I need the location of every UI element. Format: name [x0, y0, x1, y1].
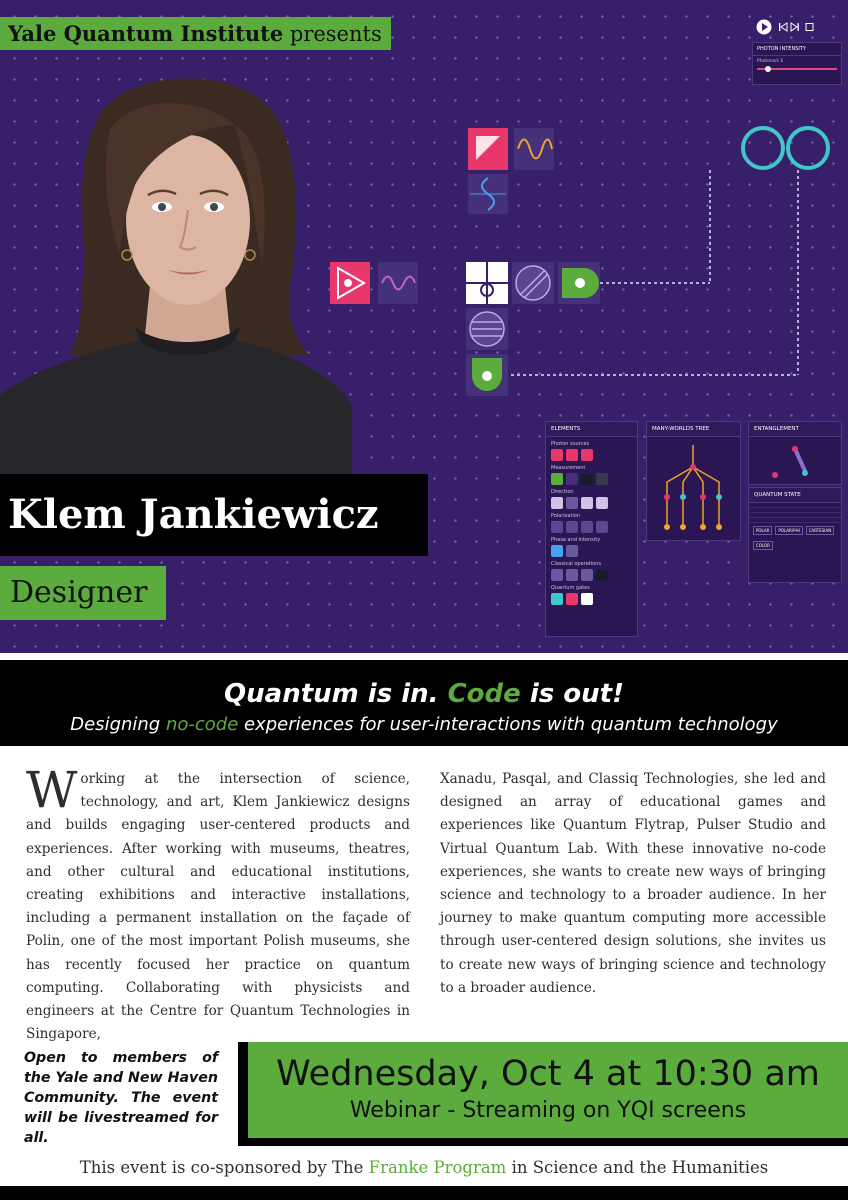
elements-group-label: Quantum gates: [551, 585, 590, 591]
drop-cap: W: [26, 761, 78, 819]
elements-group-label: Classical operations: [551, 561, 601, 567]
quantum-circuit-illustration: [300, 110, 848, 430]
elements-group-label: Direction: [551, 489, 574, 495]
presents-label: presents: [289, 22, 382, 46]
event-format: Webinar - Streaming on YQI screens: [349, 1098, 747, 1123]
many-worlds-tree-panel: [646, 421, 741, 541]
state-tag: POLAR/PHI: [775, 526, 802, 535]
photon-label: Photons/s: [757, 59, 779, 64]
talk-title-band: [0, 660, 848, 746]
sponsor-program: Franke Program: [368, 1158, 507, 1177]
tree-graphic: [647, 437, 741, 541]
sponsor-text: This event is co-sponsored by The: [79, 1158, 369, 1177]
photon-panel-title: PHOTON INTENSITY: [753, 43, 841, 56]
entanglement-title: ENTANGLEMENT: [749, 422, 841, 437]
stop-icon: [806, 24, 813, 31]
playback-controls: [756, 18, 816, 36]
elements-group-label: Measurement: [551, 465, 586, 471]
photon-intensity-panel: [752, 42, 842, 85]
bio-column-left: [26, 761, 410, 1046]
subtitle-highlight: no-code: [165, 714, 239, 735]
beam-splitter-icon: [466, 262, 508, 304]
play-icon: [757, 20, 772, 35]
photon-slider: [757, 68, 837, 70]
entanglement-graphic: [749, 437, 842, 485]
laser-source-icon: [330, 262, 370, 304]
state-tag: COLOR: [753, 541, 773, 550]
step-back-icon: [779, 23, 787, 31]
bottom-bar: [0, 1186, 848, 1200]
talk-title: [0, 678, 848, 710]
photon-value: 1: [780, 59, 784, 64]
wave-icon: [378, 262, 418, 304]
quantum-state-panel: [748, 487, 842, 583]
wave-icon: [514, 128, 554, 170]
wave-icon: [468, 174, 508, 214]
event-date-time: Wednesday, Oct 4 at 10:30 am: [276, 1054, 820, 1094]
detector-source-icon: [468, 128, 508, 170]
elements-title: ELEMENTS: [546, 422, 637, 437]
bio-text-left: orking at the intersection of science, technology, and art, Klem Jankiewicz designs and builds engaging user-centered products and experiences. After working with museums, theatres, and other cultural and educational institutions, creating exhibitions and interactive installations, including a permanent installation on the façade of Polin, one of the most important Polish museums, she has recently focused her practice on quantum computing. Collaborating with physicists and engineers at the Centre for Quantum Technologies in Singapore,: [26, 771, 410, 1043]
polarizer-icon: [512, 262, 554, 304]
state-tag: CARTESIAN: [806, 526, 834, 535]
institute-name: Yale Quantum Institute: [8, 21, 284, 46]
elements-group-label: Polarization: [551, 513, 581, 519]
detector-icon: [466, 354, 508, 396]
presenter-banner: [0, 17, 391, 50]
bio-column-right: [440, 768, 826, 1000]
entanglement-panel: [748, 421, 842, 485]
tree-title: MANY-WORLDS TREE: [647, 422, 740, 437]
speaker-name: Klem Jankiewicz: [0, 474, 428, 556]
title-highlight: Code: [447, 679, 521, 709]
detector-icon: [558, 262, 600, 304]
event-details-box: [238, 1042, 848, 1146]
quantum-state-title: QUANTUM STATE: [749, 488, 841, 503]
speaker-role: Designer: [0, 566, 166, 620]
polarizer-icon: [466, 308, 508, 350]
sponsor-text: in Science and the Humanities: [506, 1158, 769, 1177]
elements-panel: [545, 421, 638, 637]
bio-text-right: Xanadu, Pasqal, and Classiq Technologies, she led and designed an array of educational games and experiences like Quantum Flytrap, Pulser Studio and Virtual Quantum Lab. With these innovative no-code experiences, she wants to create new ways of bringing science and technology to a broader audience. In her journey to make quantum computing more accessible through user-centered design solutions, she invites us to create new ways of bringing science and technology to a broader audience.: [440, 771, 826, 996]
state-tag: POLAR: [753, 526, 772, 535]
sponsor-line: [0, 1156, 848, 1180]
subtitle-part: Designing: [70, 714, 166, 735]
ring-detector-icon: [743, 128, 783, 168]
ring-detector-icon: [788, 128, 828, 168]
elements-group-label: Photon sources: [551, 441, 590, 447]
talk-subtitle: [0, 712, 848, 738]
elements-group-label: Phase and intensity: [551, 537, 601, 543]
step-forward-icon: [791, 23, 799, 31]
title-part: Quantum is in.: [224, 679, 448, 709]
audience-note: Open to members of the Yale and New Haven Community. The event will be livestreamed for all.: [24, 1050, 218, 1146]
subtitle-part: experiences for user-interactions with quantum technology: [238, 714, 778, 735]
title-part: is out!: [520, 679, 624, 709]
